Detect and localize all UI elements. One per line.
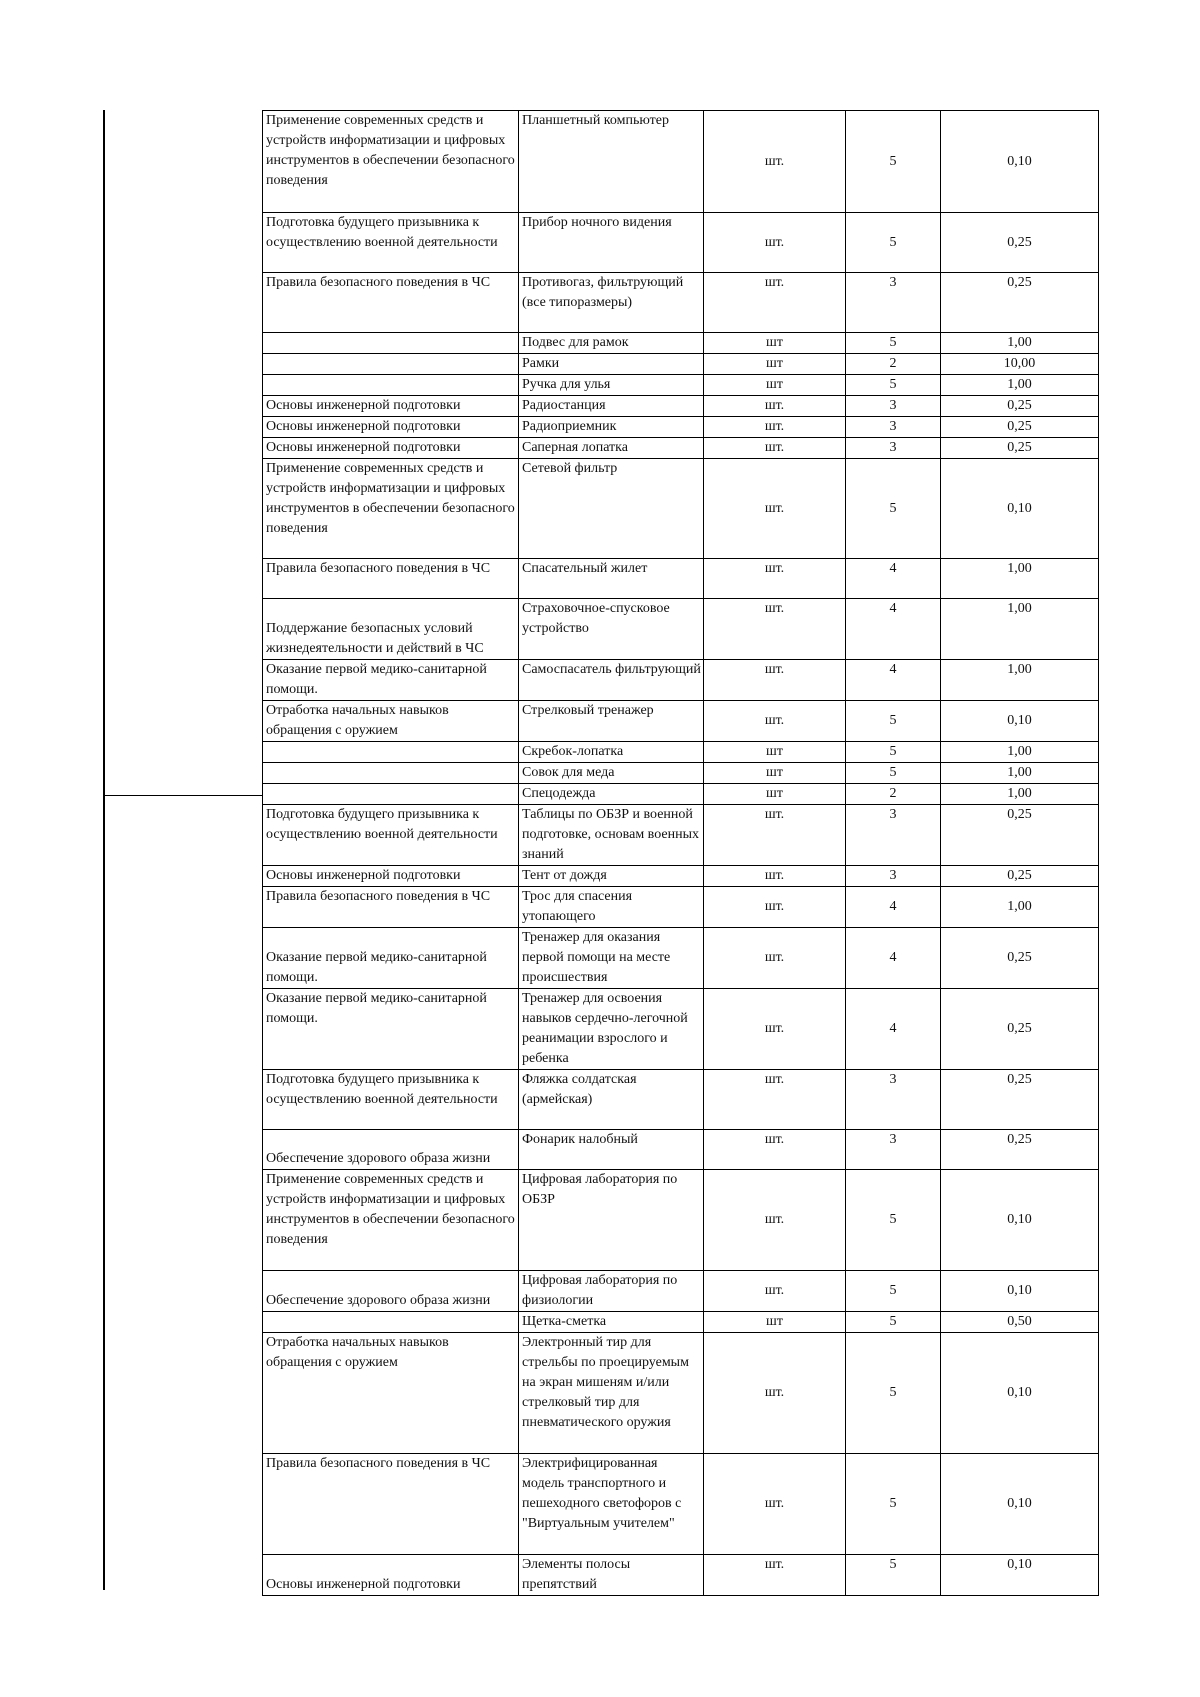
quantity-cell: 5 (846, 1454, 941, 1555)
unit-cell: шт. (704, 459, 846, 559)
subject-cell: Обеспечение здорового образа жизни (263, 1130, 519, 1170)
table-row (263, 1170, 1099, 1271)
unit-cell: шт (704, 333, 846, 354)
subject-cell: Правила безопасного поведения в ЧС (263, 887, 519, 928)
coefficient-cell: 0,25 (941, 273, 1099, 333)
coefficient-cell: 0,25 (941, 213, 1099, 273)
coefficient-cell: 0,25 (941, 438, 1099, 459)
quantity-cell: 5 (846, 1170, 941, 1271)
coefficient-cell: 0,25 (941, 989, 1099, 1070)
coefficient-cell: 0,10 (941, 459, 1099, 559)
quantity-cell: 3 (846, 396, 941, 417)
table-row (263, 273, 1099, 333)
table-row (263, 1454, 1099, 1555)
table-row (263, 928, 1099, 989)
subject-cell: Отработка начальных навыков обращения с оружием (263, 1333, 519, 1454)
coefficient-cell: 1,00 (941, 559, 1099, 599)
quantity-cell: 3 (846, 1130, 941, 1170)
unit-cell: шт (704, 763, 846, 784)
unit-cell: шт. (704, 701, 846, 742)
subject-cell: Оказание первой медико-санитарной помощи. (263, 928, 519, 989)
item-name-cell: Трос для спасения утопающего (519, 887, 704, 928)
quantity-cell: 3 (846, 1070, 941, 1130)
item-name-cell: Таблицы по ОБЗР и военной подготовке, основам военных знаний (519, 805, 704, 866)
unit-cell: шт (704, 742, 846, 763)
coefficient-cell: 0,10 (941, 1170, 1099, 1271)
table-row (263, 375, 1099, 396)
unit-cell: шт. (704, 1170, 846, 1271)
subject-cell: Применение современных средств и устройств информатизации и цифровых инструментов в обеспечении безопасного поведения (263, 459, 519, 559)
item-name-cell: Ручка для улья (519, 375, 704, 396)
table-row (263, 333, 1099, 354)
item-name-cell: Планшетный компьютер (519, 111, 704, 213)
unit-cell: шт. (704, 928, 846, 989)
coefficient-cell: 0,25 (941, 928, 1099, 989)
item-name-cell: Радиоприемник (519, 417, 704, 438)
item-name-cell: Скребок-лопатка (519, 742, 704, 763)
unit-cell: шт. (704, 989, 846, 1070)
coefficient-cell: 0,10 (941, 1555, 1099, 1596)
table-row (263, 784, 1099, 805)
unit-cell: шт. (704, 273, 846, 333)
subject-cell: Оказание первой медико-санитарной помощи. (263, 660, 519, 701)
item-name-cell: Фляжка солдатская (армейская) (519, 1070, 704, 1130)
subject-cell: Правила безопасного поведения в ЧС (263, 273, 519, 333)
unit-cell: шт (704, 354, 846, 375)
item-name-cell: Самоспасатель фильтрующий (519, 660, 704, 701)
table-row (263, 438, 1099, 459)
left-margin-line (103, 110, 105, 1590)
subject-cell: Основы инженерной подготовки (263, 438, 519, 459)
coefficient-cell: 0,25 (941, 805, 1099, 866)
table-row (263, 459, 1099, 559)
item-name-cell: Саперная лопатка (519, 438, 704, 459)
left-margin-divider (103, 795, 263, 796)
table-row (263, 866, 1099, 887)
table-row (263, 701, 1099, 742)
quantity-cell: 2 (846, 784, 941, 805)
unit-cell: шт. (704, 559, 846, 599)
subject-cell: Обеспечение здорового образа жизни (263, 1271, 519, 1312)
unit-cell: шт. (704, 1070, 846, 1130)
subject-cell: Оказание первой медико-санитарной помощи. (263, 989, 519, 1070)
coefficient-cell: 1,00 (941, 784, 1099, 805)
unit-cell: шт. (704, 417, 846, 438)
unit-cell: шт. (704, 213, 846, 273)
item-name-cell: Стрелковый тренажер (519, 701, 704, 742)
quantity-cell: 4 (846, 660, 941, 701)
quantity-cell: 5 (846, 459, 941, 559)
item-name-cell: Прибор ночного видения (519, 213, 704, 273)
item-name-cell: Спасательный жилет (519, 559, 704, 599)
subject-cell: Основы инженерной подготовки (263, 396, 519, 417)
item-name-cell: Электронный тир для стрельбы по проецируемым на экран мишеням и/или стрелковый тир для пневматического оружия (519, 1333, 704, 1454)
quantity-cell: 5 (846, 213, 941, 273)
item-name-cell: Элементы полосы препятствий (519, 1555, 704, 1596)
item-name-cell: Совок для меда (519, 763, 704, 784)
quantity-cell: 3 (846, 866, 941, 887)
subject-cell: Основы инженерной подготовки (263, 866, 519, 887)
coefficient-cell: 0,25 (941, 396, 1099, 417)
subject-cell (263, 354, 519, 375)
table-body (263, 111, 1099, 1596)
coefficient-cell: 0,25 (941, 866, 1099, 887)
coefficient-cell: 0,10 (941, 701, 1099, 742)
coefficient-cell: 1,00 (941, 763, 1099, 784)
unit-cell: шт. (704, 599, 846, 660)
unit-cell: шт. (704, 866, 846, 887)
table-row (263, 1555, 1099, 1596)
item-name-cell: Противогаз, фильтрующий (все типоразмеры) (519, 273, 704, 333)
unit-cell: шт (704, 1312, 846, 1333)
coefficient-cell: 0,25 (941, 417, 1099, 438)
subject-cell (263, 375, 519, 396)
table-row (263, 417, 1099, 438)
subject-cell: Применение современных средств и устройств информатизации и цифровых инструментов в обеспечении безопасного поведения (263, 111, 519, 213)
table-row (263, 599, 1099, 660)
table-row (263, 213, 1099, 273)
item-name-cell: Страховочное-спусковое устройство (519, 599, 704, 660)
item-name-cell: Щетка-сметка (519, 1312, 704, 1333)
quantity-cell: 3 (846, 417, 941, 438)
equipment-table (262, 110, 1099, 1596)
quantity-cell: 5 (846, 1312, 941, 1333)
subject-cell: Правила безопасного поведения в ЧС (263, 559, 519, 599)
subject-cell: Подготовка будущего призывника к осуществлению военной деятельности (263, 213, 519, 273)
table-row (263, 1070, 1099, 1130)
unit-cell: шт. (704, 438, 846, 459)
subject-cell: Основы инженерной подготовки (263, 417, 519, 438)
coefficient-cell: 0,10 (941, 1454, 1099, 1555)
subject-cell: Основы инженерной подготовки (263, 1555, 519, 1596)
table-row (263, 354, 1099, 375)
coefficient-cell: 0,25 (941, 1070, 1099, 1130)
table-row (263, 1333, 1099, 1454)
coefficient-cell: 0,50 (941, 1312, 1099, 1333)
quantity-cell: 4 (846, 559, 941, 599)
subject-cell: Правила безопасного поведения в ЧС (263, 1454, 519, 1555)
coefficient-cell: 10,00 (941, 354, 1099, 375)
subject-cell (263, 1312, 519, 1333)
table-row (263, 396, 1099, 417)
quantity-cell: 3 (846, 438, 941, 459)
quantity-cell: 5 (846, 1333, 941, 1454)
quantity-cell: 5 (846, 1555, 941, 1596)
coefficient-cell: 1,00 (941, 333, 1099, 354)
quantity-cell: 5 (846, 111, 941, 213)
unit-cell: шт. (704, 396, 846, 417)
coefficient-cell: 1,00 (941, 742, 1099, 763)
table-row (263, 763, 1099, 784)
coefficient-cell: 1,00 (941, 660, 1099, 701)
table-row (263, 660, 1099, 701)
unit-cell: шт. (704, 660, 846, 701)
unit-cell: шт. (704, 887, 846, 928)
item-name-cell: Тент от дождя (519, 866, 704, 887)
quantity-cell: 5 (846, 701, 941, 742)
item-name-cell: Тренажер для оказания первой помощи на месте происшествия (519, 928, 704, 989)
unit-cell: шт. (704, 111, 846, 213)
quantity-cell: 4 (846, 928, 941, 989)
quantity-cell: 5 (846, 763, 941, 784)
item-name-cell: Рамки (519, 354, 704, 375)
subject-cell (263, 333, 519, 354)
item-name-cell: Электрифицированная модель транспортного и пешеходного светофоров с "Виртуальным учителем" (519, 1454, 704, 1555)
unit-cell: шт (704, 375, 846, 396)
subject-cell: Подготовка будущего призывника к осуществлению военной деятельности (263, 1070, 519, 1130)
table-row (263, 805, 1099, 866)
table-row (263, 1271, 1099, 1312)
quantity-cell: 4 (846, 887, 941, 928)
coefficient-cell: 0,10 (941, 1271, 1099, 1312)
table-row (263, 742, 1099, 763)
subject-cell (263, 742, 519, 763)
quantity-cell: 3 (846, 805, 941, 866)
item-name-cell: Цифровая лаборатория по ОБЗР (519, 1170, 704, 1271)
table-row (263, 887, 1099, 928)
table-row (263, 111, 1099, 213)
unit-cell: шт. (704, 1454, 846, 1555)
subject-cell: Подготовка будущего призывника к осуществлению военной деятельности (263, 805, 519, 866)
item-name-cell: Спецодежда (519, 784, 704, 805)
subject-cell (263, 784, 519, 805)
coefficient-cell: 1,00 (941, 375, 1099, 396)
item-name-cell: Фонарик налобный (519, 1130, 704, 1170)
quantity-cell: 4 (846, 989, 941, 1070)
item-name-cell: Подвес для рамок (519, 333, 704, 354)
subject-cell: Отработка начальных навыков обращения с оружием (263, 701, 519, 742)
coefficient-cell: 0,10 (941, 1333, 1099, 1454)
coefficient-cell: 0,25 (941, 1130, 1099, 1170)
quantity-cell: 5 (846, 375, 941, 396)
item-name-cell: Тренажер для освоения навыков сердечно-легочной реанимации взрослого и ребенка (519, 989, 704, 1070)
table-row (263, 989, 1099, 1070)
unit-cell: шт. (704, 1130, 846, 1170)
quantity-cell: 5 (846, 1271, 941, 1312)
quantity-cell: 2 (846, 354, 941, 375)
quantity-cell: 3 (846, 273, 941, 333)
item-name-cell: Цифровая лаборатория по физиологии (519, 1271, 704, 1312)
quantity-cell: 4 (846, 599, 941, 660)
unit-cell: шт. (704, 1271, 846, 1312)
subject-cell (263, 763, 519, 784)
quantity-cell: 5 (846, 333, 941, 354)
coefficient-cell: 1,00 (941, 599, 1099, 660)
item-name-cell: Радиостанция (519, 396, 704, 417)
coefficient-cell: 0,10 (941, 111, 1099, 213)
subject-cell: Применение современных средств и устройств информатизации и цифровых инструментов в обеспечении безопасного поведения (263, 1170, 519, 1271)
unit-cell: шт. (704, 1555, 846, 1596)
unit-cell: шт. (704, 805, 846, 866)
table-row (263, 1312, 1099, 1333)
subject-cell: Поддержание безопасных условий жизнедеятельности и действий в ЧС (263, 599, 519, 660)
table-row (263, 559, 1099, 599)
unit-cell: шт (704, 784, 846, 805)
table-row (263, 1130, 1099, 1170)
item-name-cell: Сетевой фильтр (519, 459, 704, 559)
coefficient-cell: 1,00 (941, 887, 1099, 928)
quantity-cell: 5 (846, 742, 941, 763)
unit-cell: шт. (704, 1333, 846, 1454)
